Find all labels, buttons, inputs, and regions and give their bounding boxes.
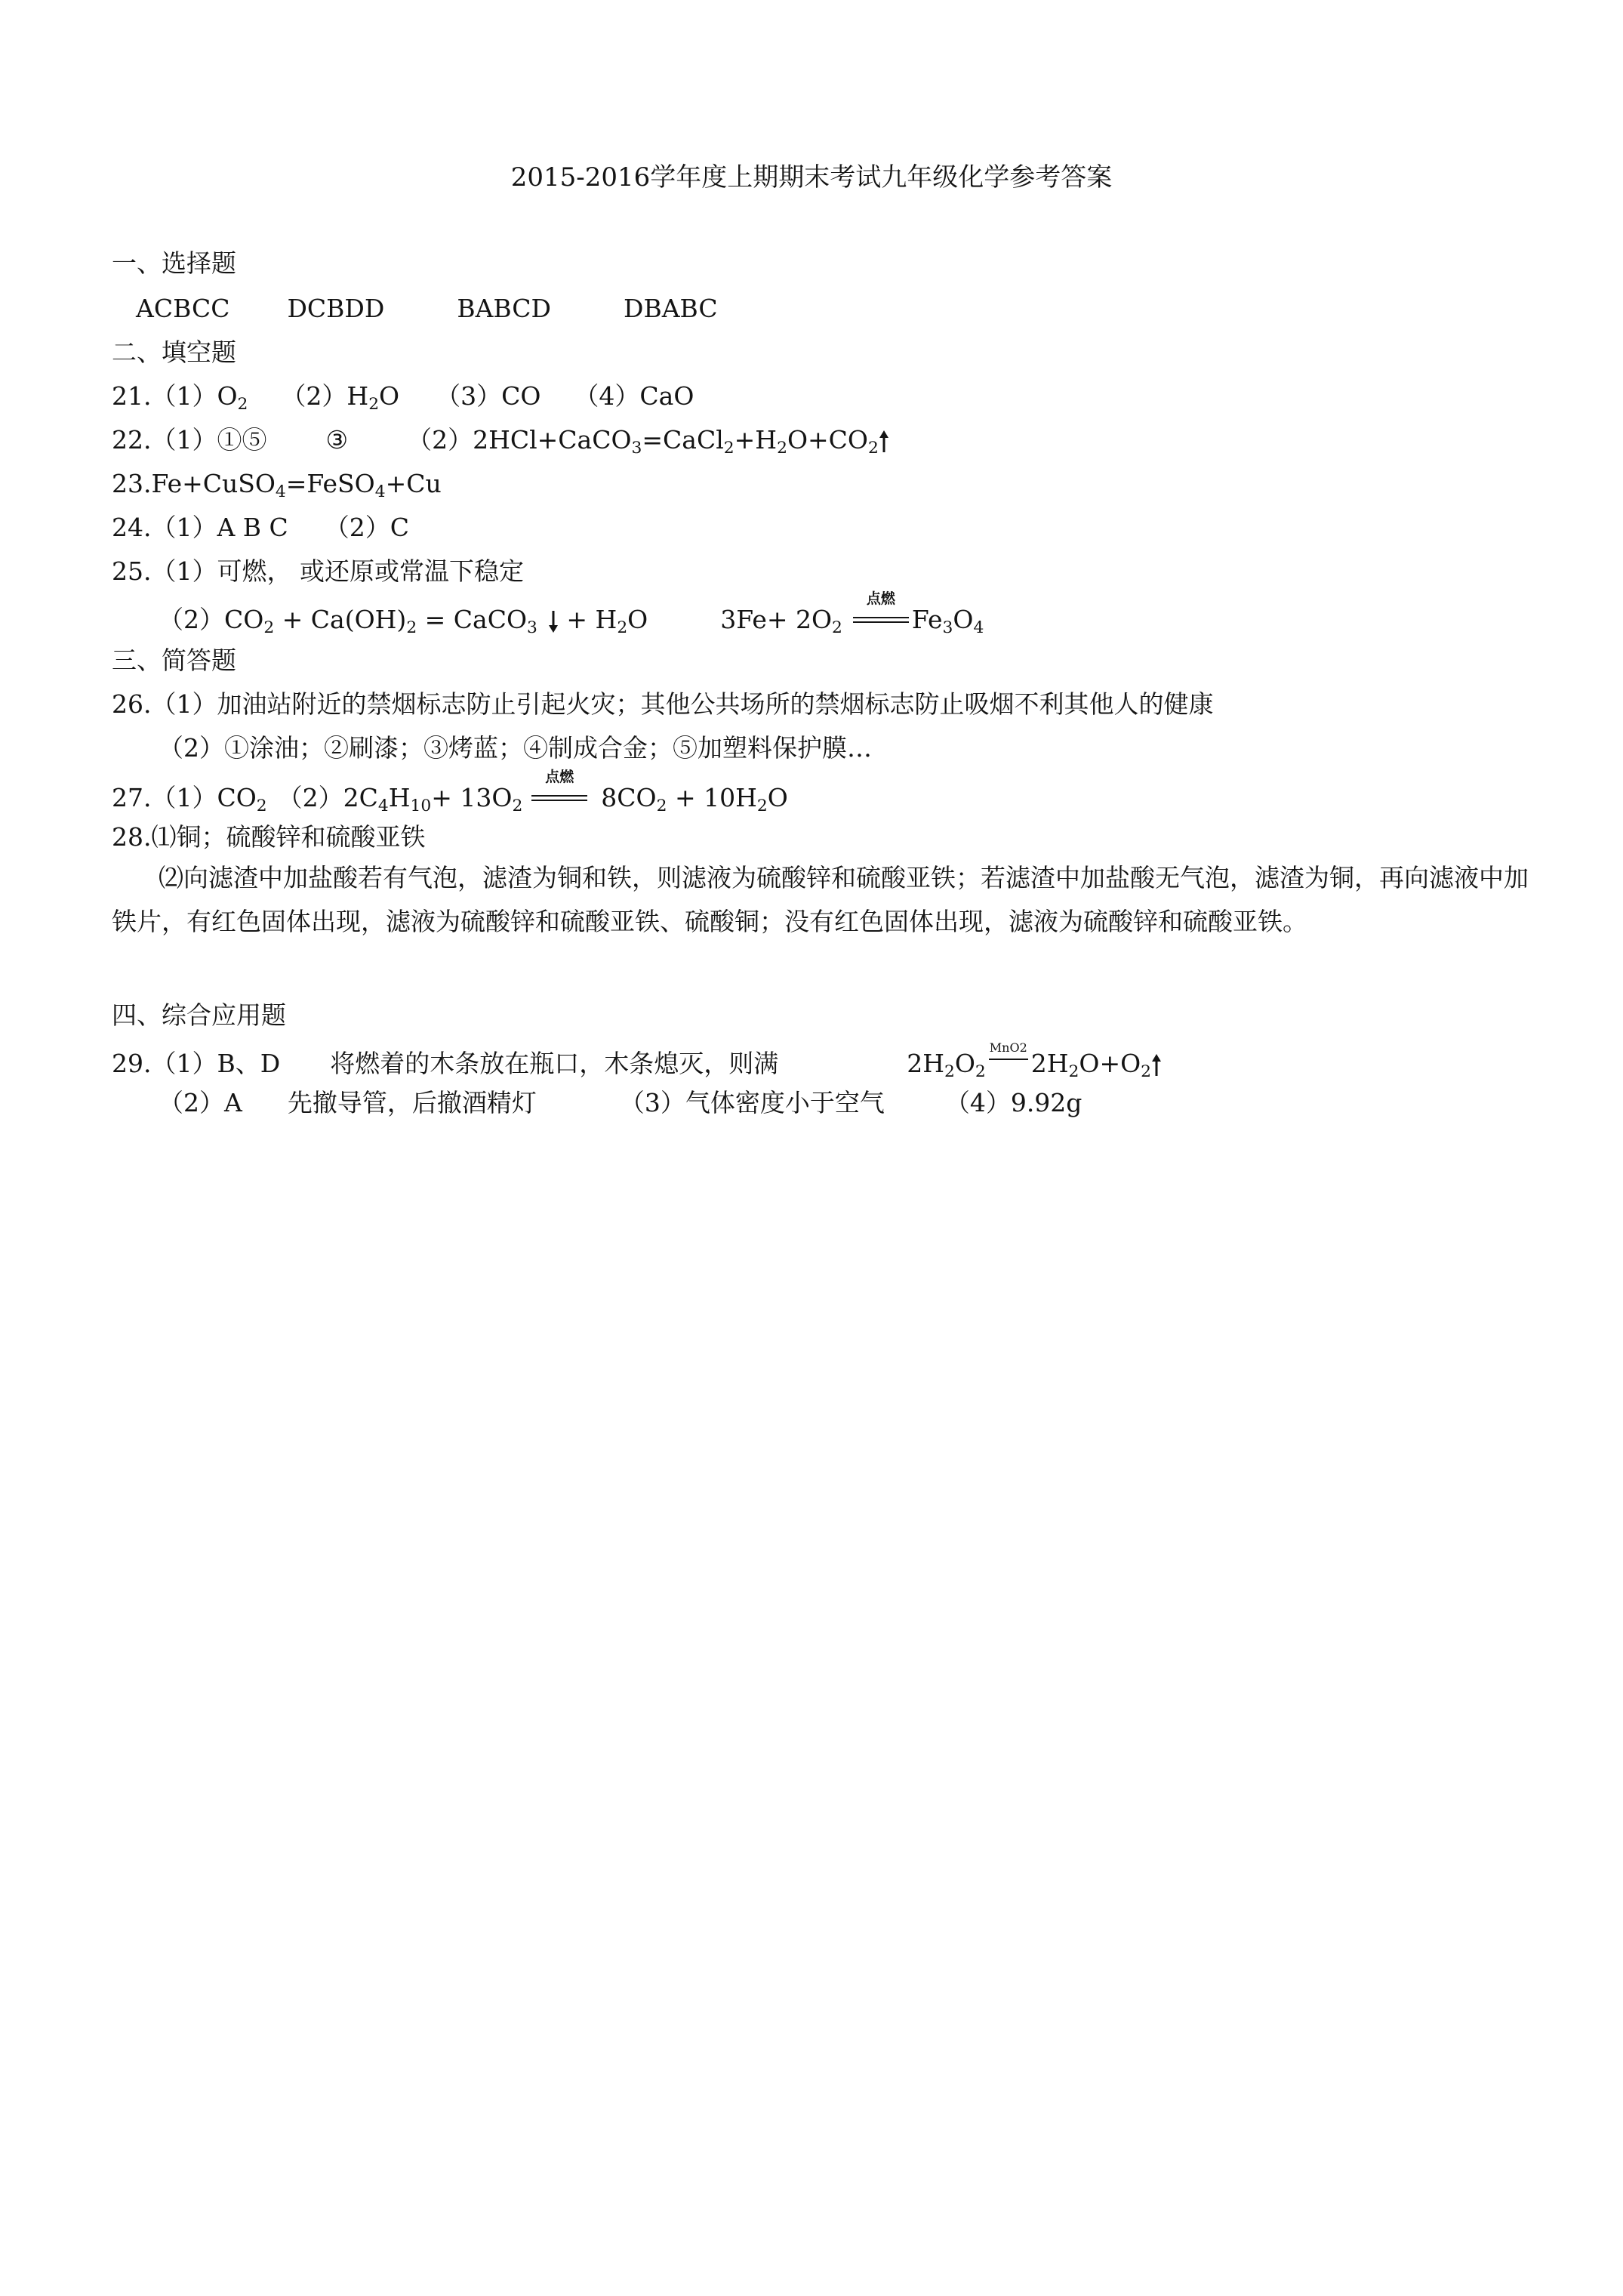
section-heading-choice: 一、选择题 (112, 248, 236, 278)
precipitate-arrow-down-icon (548, 610, 559, 633)
choice-answer-group: DBABC (623, 294, 718, 323)
answer-22: 22.（1）①⑤ ③ $(2)2HCl+CaCO_3=CaCl_2+H_2O+CO_2$ (112, 427, 889, 453)
reaction-condition: MnO2 (987, 1046, 1030, 1077)
answer-29-part2: （2）A 先撤导管，后撤酒精灯 （3）气体密度小于空气 （4）9.92g (159, 1088, 1083, 1117)
answer-28-part2: ⑵向滤渣中加盐酸若有气泡，滤渣为铜和铁，则滤液为硫酸锌和硫酸亚铁；若滤渣中加盐酸无气泡，滤渣为铜，再向滤液中加铁片，有红色固体出现，滤液为硫酸锌和硫酸亚铁、硫酸铜；没有红色固体出现，滤液为硫酸锌和硫酸亚铁。 (112, 863, 1529, 936)
choice-answers-row (136, 296, 718, 321)
choice-answer-group: ACBCC (136, 294, 230, 323)
section-heading-fill: 二、填空题 (112, 337, 236, 367)
answer-23: 23.Fe+CuSO$_4$=FeSO$_4$+Cu (112, 469, 442, 502)
answer-24: 24.（1）A B C （2）C (112, 513, 410, 542)
answer-21: $21.(1)O_2$ $(2)H_2O$ （3）CO （4）CaO (112, 381, 694, 415)
answer-25-part2: $(2)CO_2 + Ca(OH)_2$ = CaCO$_3$ + $H_2O$ $3Fe+ 2O_2$ 点燃 $Fe_3O_4$ (159, 590, 984, 638)
answer-26-part2: （2）①涂油；②刷漆；③烤蓝；④制成合金；⑤加塑料保护膜… (159, 733, 872, 763)
answer-27: $27.(1)CO_2$ $(2)2C_4H_{10}+ 13O_2$ 点燃 $8CO_2 + 10H_2O$ (112, 769, 788, 816)
section-heading-comprehensive: 四、综合应用题 (112, 1000, 286, 1030)
page-title: 2015-2016学年度上期期末考试九年级化学参考答案 (510, 162, 1113, 193)
gas-arrow-up-icon (1151, 1054, 1162, 1077)
answer-26-part1: 26.（1）加油站附近的禁烟标志防止引起火灾；其他公共场所的禁烟标志防止吸烟不利其他人的健康 (112, 689, 1214, 719)
answer-28-part1: 28.⑴铜；硫酸锌和硫酸亚铁 (112, 822, 426, 852)
section-heading-short-answer: 三、简答题 (112, 646, 236, 675)
reaction-condition: 点燃 (530, 781, 589, 811)
answer-25-part1: 25.（1）可燃， 或还原或常温下稳定 (112, 556, 524, 586)
gas-arrow-up-icon (879, 430, 889, 453)
answer-29-part1: 29.（1）B、D 将燃着的木条放在瓶口，木条熄灭，则满 $2H_2O_2$ MnO2 $2H_2O+O_2$ (112, 1046, 1162, 1077)
choice-answer-group: DCBDD (287, 294, 385, 323)
choice-answer-group: BABCD (457, 294, 551, 323)
reaction-condition: 点燃 (852, 603, 910, 633)
